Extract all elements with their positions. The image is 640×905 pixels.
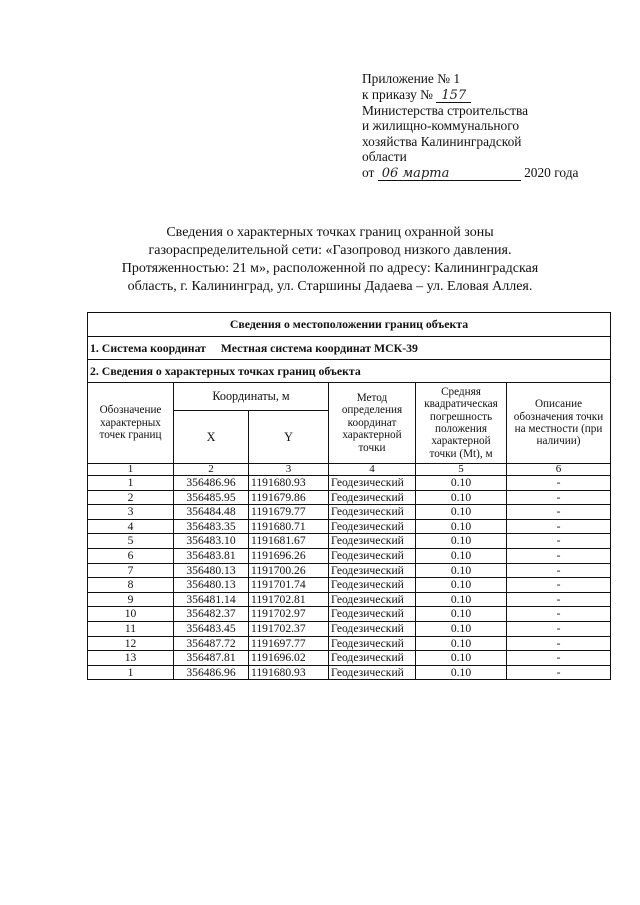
error-cell: 0.10 (416, 490, 507, 505)
boundary-points-table (87, 312, 611, 680)
table-row (88, 548, 611, 563)
point-id-cell: 4 (88, 519, 174, 534)
description-cell: - (507, 578, 611, 593)
method-cell: Геодезический (329, 636, 416, 651)
header-y: Y (249, 411, 329, 464)
y-coordinate-cell: 1191696.02 (249, 651, 329, 666)
point-id-cell: 5 (88, 534, 174, 549)
table-row (88, 578, 611, 593)
appendix-title: Приложение № 1 (362, 71, 461, 86)
table-row (88, 519, 611, 534)
description-cell: - (507, 519, 611, 534)
order-line (362, 87, 602, 103)
description-cell: - (507, 651, 611, 666)
error-cell: 0.10 (416, 621, 507, 636)
y-coordinate-cell: 1191680.93 (249, 665, 329, 680)
coord-system-cell (88, 337, 611, 360)
description-cell: - (507, 665, 611, 680)
point-id-cell: 13 (88, 651, 174, 666)
point-id-cell: 7 (88, 563, 174, 578)
table-row (88, 651, 611, 666)
ministry-line-3: хозяйства Калининградской (362, 133, 522, 149)
column-number: 6 (507, 464, 611, 476)
y-coordinate-cell: 1191681.67 (249, 534, 329, 549)
x-coordinate-cell: 356485.95 (174, 490, 249, 505)
table-row (88, 534, 611, 549)
method-cell: Геодезический (329, 534, 416, 549)
header-method: Метод определения координат характерной точки (329, 383, 416, 464)
appendix-block (362, 71, 602, 181)
error-cell: 0.10 (416, 636, 507, 651)
table-row (88, 636, 611, 651)
order-prefix: к приказу № (362, 86, 433, 102)
title-line-2: газораспределительной сети: «Газопровод низкого давления. (148, 243, 512, 258)
method-cell: Геодезический (329, 548, 416, 563)
point-id-cell: 1 (88, 665, 174, 680)
header-coordinates: Координаты, м (174, 383, 329, 411)
section-header-row (88, 313, 611, 337)
method-cell: Геодезический (329, 563, 416, 578)
y-coordinate-cell: 1191679.77 (249, 505, 329, 520)
table-row (88, 563, 611, 578)
error-cell: 0.10 (416, 548, 507, 563)
date-handwritten: 06 марта (378, 167, 521, 181)
point-id-cell: 10 (88, 607, 174, 622)
x-coordinate-cell: 356481.14 (174, 592, 249, 607)
description-cell: - (507, 505, 611, 520)
description-cell: - (507, 592, 611, 607)
error-cell: 0.10 (416, 665, 507, 680)
column-number: 1 (88, 464, 174, 476)
date-prefix: от (362, 164, 375, 180)
x-coordinate-cell: 356486.96 (174, 665, 249, 680)
y-coordinate-cell: 1191680.71 (249, 519, 329, 534)
method-cell: Геодезический (329, 651, 416, 666)
header-designation: Обозначение характерных точек границ (88, 383, 174, 464)
section-header: Сведения о местоположении границ объекта (88, 313, 611, 337)
x-coordinate-cell: 356480.13 (174, 563, 249, 578)
point-id-cell: 12 (88, 636, 174, 651)
method-cell: Геодезический (329, 490, 416, 505)
table-row (88, 490, 611, 505)
error-cell: 0.10 (416, 607, 507, 622)
ministry-line-1: Министерства строительства (362, 102, 529, 118)
error-cell: 0.10 (416, 563, 507, 578)
point-id-cell: 1 (88, 476, 174, 491)
x-coordinate-cell: 356483.45 (174, 621, 249, 636)
point-id-cell: 9 (88, 592, 174, 607)
description-cell: - (507, 548, 611, 563)
header-row-1 (88, 383, 611, 411)
x-coordinate-cell: 356487.72 (174, 636, 249, 651)
x-coordinate-cell: 356483.10 (174, 534, 249, 549)
y-coordinate-cell: 1191702.97 (249, 607, 329, 622)
description-cell: - (507, 534, 611, 549)
date-suffix: 2020 года (524, 164, 579, 180)
column-numbers-row (88, 464, 611, 476)
method-cell: Геодезический (329, 665, 416, 680)
description-cell: - (507, 621, 611, 636)
title-line-1: Сведения о характерных точках границ охранной зоны (166, 225, 494, 240)
error-cell: 0.10 (416, 534, 507, 549)
header-x: X (174, 411, 249, 464)
order-number-handwritten: 157 (436, 89, 471, 103)
method-cell: Геодезический (329, 607, 416, 622)
coord-system-row (88, 337, 611, 360)
method-cell: Геодезический (329, 519, 416, 534)
description-cell: - (507, 636, 611, 651)
point-id-cell: 11 (88, 621, 174, 636)
header-description: Описание обозначения точки на местности (при наличии) (507, 383, 611, 464)
error-cell: 0.10 (416, 578, 507, 593)
description-cell: - (507, 563, 611, 578)
title-line-4: область, г. Калининград, ул. Старшины Дадаева – ул. Еловая Аллея. (127, 279, 533, 294)
column-number: 2 (174, 464, 249, 476)
x-coordinate-cell: 356482.37 (174, 607, 249, 622)
method-cell: Геодезический (329, 592, 416, 607)
description-cell: - (507, 490, 611, 505)
description-cell: - (507, 476, 611, 491)
y-coordinate-cell: 1191696.26 (249, 548, 329, 563)
x-coordinate-cell: 356484.48 (174, 505, 249, 520)
column-number: 3 (249, 464, 329, 476)
x-coordinate-cell: 356487.81 (174, 651, 249, 666)
method-cell: Геодезический (329, 476, 416, 491)
document-title (100, 224, 560, 296)
method-cell: Геодезический (329, 621, 416, 636)
column-number: 5 (416, 464, 507, 476)
column-number: 4 (329, 464, 416, 476)
title-line-3: Протяженностью: 21 м», расположенной по адресу: Калининградская (121, 261, 539, 276)
y-coordinate-cell: 1191680.93 (249, 476, 329, 491)
x-coordinate-cell: 356483.81 (174, 548, 249, 563)
y-coordinate-cell: 1191702.81 (249, 592, 329, 607)
table-row (88, 607, 611, 622)
point-id-cell: 8 (88, 578, 174, 593)
point-id-cell: 6 (88, 548, 174, 563)
method-cell: Геодезический (329, 505, 416, 520)
x-coordinate-cell: 356480.13 (174, 578, 249, 593)
x-coordinate-cell: 356486.96 (174, 476, 249, 491)
point-id-cell: 2 (88, 490, 174, 505)
error-cell: 0.10 (416, 519, 507, 534)
table-row (88, 592, 611, 607)
y-coordinate-cell: 1191700.26 (249, 563, 329, 578)
table-row (88, 505, 611, 520)
description-cell: - (507, 607, 611, 622)
table-row (88, 621, 611, 636)
y-coordinate-cell: 1191702.37 (249, 621, 329, 636)
error-cell: 0.10 (416, 505, 507, 520)
error-cell: 0.10 (416, 592, 507, 607)
y-coordinate-cell: 1191701.74 (249, 578, 329, 593)
date-line (362, 165, 602, 181)
ministry-line-4: области (362, 149, 407, 165)
coord-system-value: Местная система координат МСК-39 (220, 340, 418, 355)
method-cell: Геодезический (329, 578, 416, 593)
ministry-line-2: и жилищно-коммунального (362, 118, 520, 134)
coord-system-label: 1. Система координат (90, 340, 206, 355)
table-row (88, 665, 611, 680)
table-row (88, 476, 611, 491)
x-coordinate-cell: 356483.35 (174, 519, 249, 534)
point-id-cell: 3 (88, 505, 174, 520)
points-info: 2. Сведения о характерных точках границ объекта (88, 360, 611, 383)
points-info-row (88, 360, 611, 383)
error-cell: 0.10 (416, 651, 507, 666)
error-cell: 0.10 (416, 476, 507, 491)
y-coordinate-cell: 1191697.77 (249, 636, 329, 651)
y-coordinate-cell: 1191679.86 (249, 490, 329, 505)
header-error: Средняя квадратическая погрешность положения характерной точки (Mt), м (416, 383, 507, 464)
